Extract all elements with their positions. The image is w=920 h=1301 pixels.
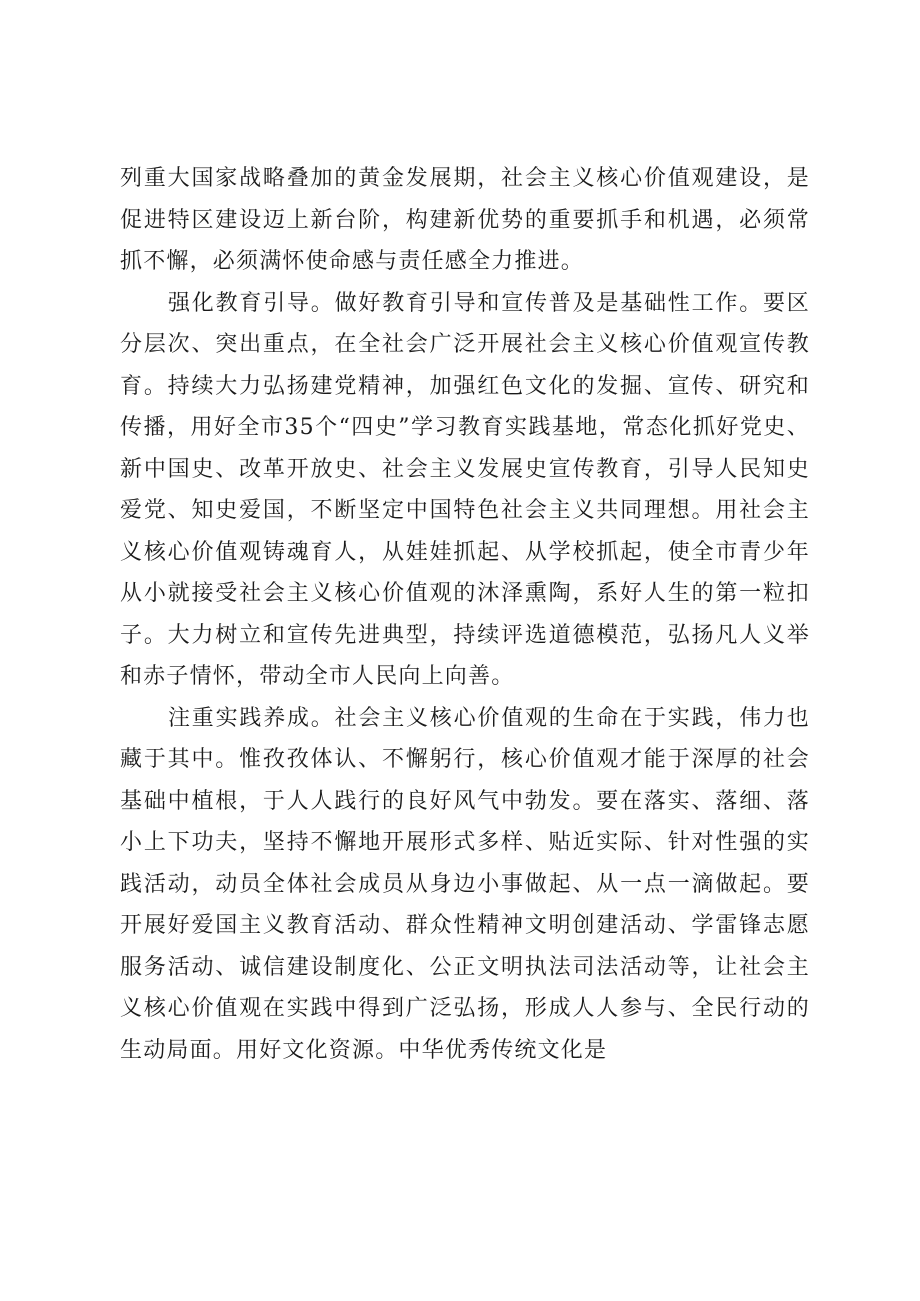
paragraph-education-guidance: 强化教育引导。做好教育引导和宣传普及是基础性工作。要区分层次、突出重点，在全社会广泛开展社会主义核心价值观宣传教育。持续大力弘扬建党精神，加强红色文化的发掘、宣传、研究和传播，用好全市35个“四史”学习教育实践基地，常态化抓好党史、新中国史、改革开放史、社会主义发展史宣传教育，引导人民知史爱党、知史爱国，不断坚定中国特色社会主义共同理想。用社会主义核心价值观铸魂育人，从娃娃抓起、从学校抓起，使全市青少年从小就接受社会主义核心价值观的沐泽熏陶，系好人生的第一粒扣子。大力树立和宣传先进典型，持续评选道德模范，弘扬凡人义举和赤子情怀，带动全市人民向上向善。 bbox=[120, 290, 810, 689]
document-body bbox=[120, 158, 810, 1071]
paragraph-continuation: 列重大国家战略叠加的黄金发展期，社会主义核心价值观建设，是促进特区建设迈上新台阶，构建新优势的重要抓手和机遇，必须常抓不懈，必须满怀使命感与责任感全力推进。 bbox=[120, 166, 810, 274]
paragraph-practice-cultivation: 注重实践养成。社会主义核心价值观的生命在于实践，伟力也藏于其中。惟孜孜体认、不懈躬行，核心价值观才能于深厚的社会基础中植根，于人人践行的良好风气中勃发。要在落实、落细、落小上下功夫，坚持不懈地开展形式多样、贴近实际、针对性强的实践活动，动员全体社会成员从身边小事做起、从一点一滴做起。要开展好爱国主义教育活动、群众性精神文明创建活动、学雷锋志愿服务活动、诚信建设制度化、公正文明执法司法活动等，让社会主义核心价值观在实践中得到广泛弘扬，形成人人参与、全民行动的生动局面。用好文化资源。中华优秀传统文化是 bbox=[120, 705, 810, 1063]
